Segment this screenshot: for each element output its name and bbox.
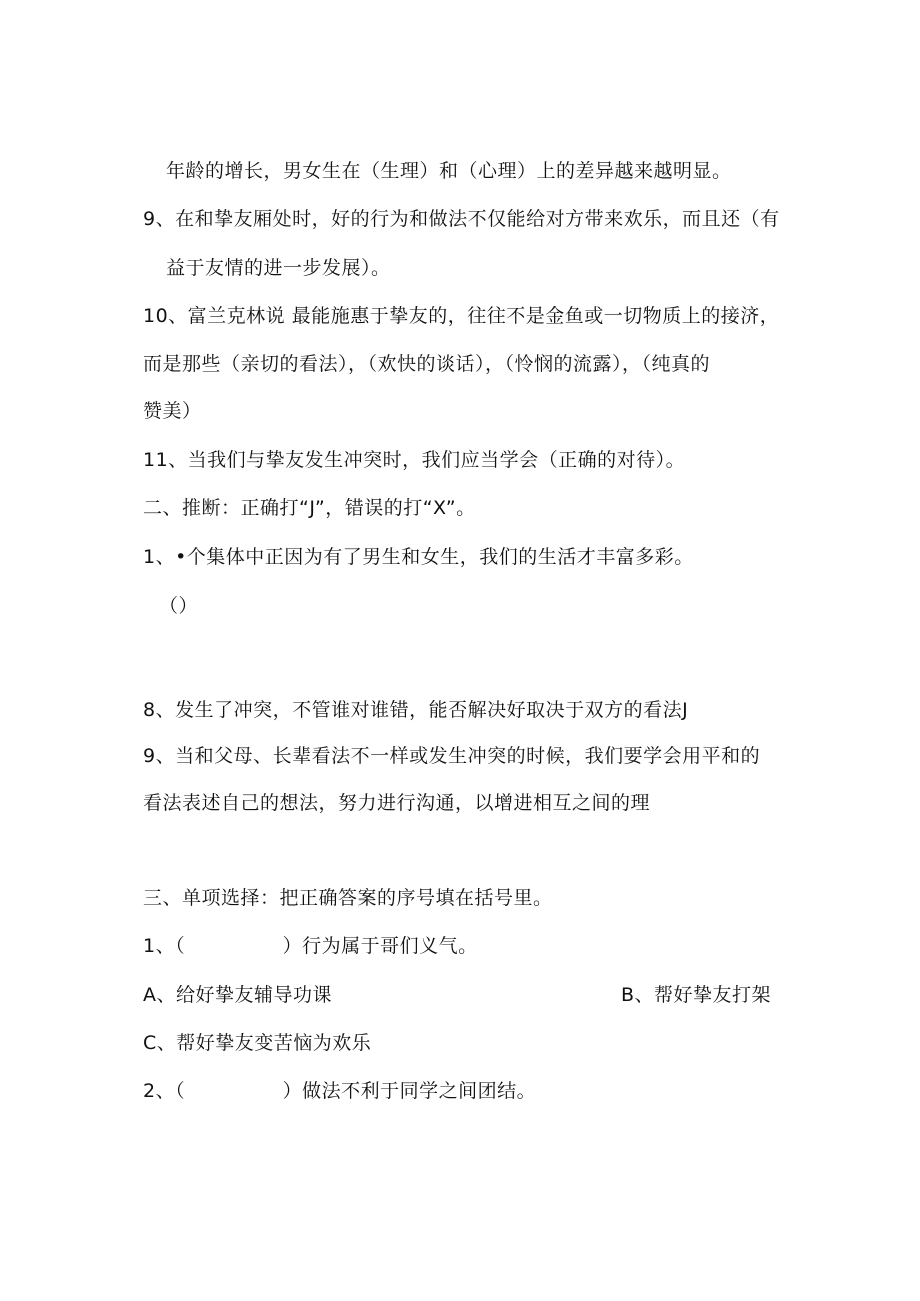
option-b: B、帮好挚友打架 [621,984,772,1006]
question-10-line-2: 而是那些（亲切的看法），（欢快的谈话），（怜悯的流露），（纯真的 [143,353,711,375]
answer-parentheses: （） [159,595,199,617]
section-3-heading: 三、单项选择：把正确答案的序号填在括号里。 [143,887,553,909]
question-9-line-1: 9、在和挚友厢处时，好的行为和做法不仅能给对方带来欢乐，而且还（有 [143,208,780,230]
choice-1-question: 1、（ ）行为属于哥们义气。 [143,935,478,957]
choice-2-question: 2、（ ）做法不利于同学之间团结。 [143,1080,537,1102]
judgment-8-line: 8、发生了冲突，不管谁对谁错，能否解决好取决于双方的看法J [143,699,689,721]
judgment-9-line-2: 看法表述自己的想法，努力进行沟通，以增进相互之间的理 [143,792,651,814]
question-10-line-3: 赞美） [143,400,202,422]
option-a: A、给好挚友辅导功课 [143,984,332,1006]
choice-1-options-row [143,986,843,1005]
paragraph-line: 年龄的增长，男女生在（生理）和（心理）上的差异越来越明显。 [166,160,732,182]
question-9-line-2: 益于友情的进一步发展）。 [166,257,391,279]
question-10-line-1: 10、富兰克林说 最能施惠于挚友的，往往不是金鱼或一切物质上的接济， [143,305,780,327]
section-2-heading: 二、推断：正确打“J”，错误的打“X”。 [143,497,476,519]
question-11-line: 11、当我们与挚友发生冲突时，我们应当学会（正确的对待）。 [143,449,686,471]
judgment-9-line-1: 9、当和父母、长辈看法不一样或发生冲突的时候，我们要学会用平和的 [143,745,761,767]
judgment-1-line: 1、•个集体中正因为有了男生和女生，我们的生活才丰富多彩。 [143,546,694,568]
option-c: C、帮好挚友变苦恼为欢乐 [143,1032,372,1054]
